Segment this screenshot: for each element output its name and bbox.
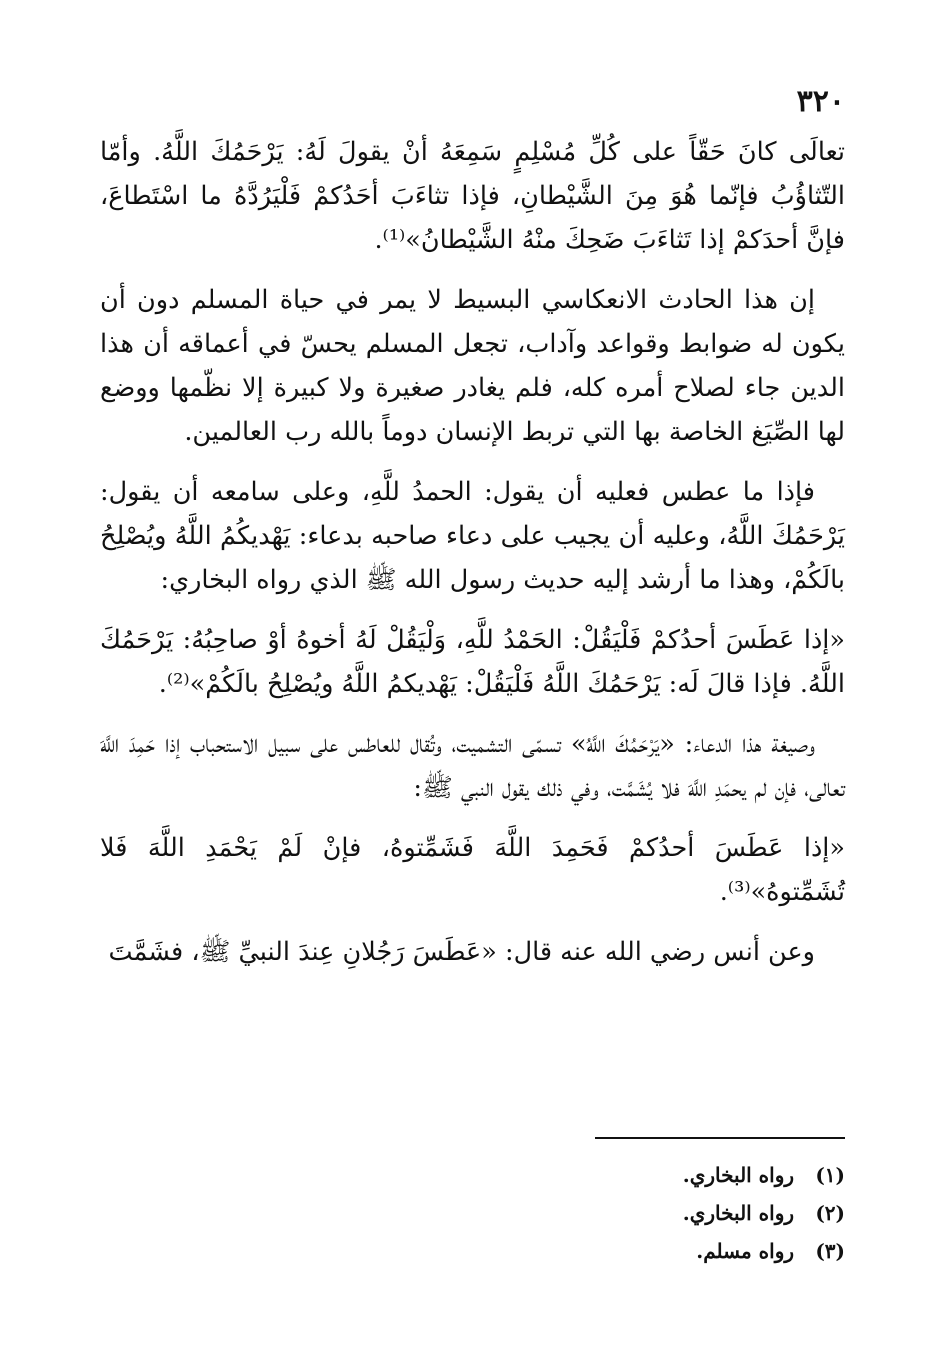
paragraph-tashmeet: وصيغة هذا الدعاء: «يَرْحَمُكَ اللَّهُ» تسمّى التشميت، وتُقال للعاطس على سبيل الاستحباب إذا حَمِدَ اللَّهَ تعالى، فإن لم يحمَدِ اللَّهَ فلا يُشَمَّت، وفي ذلك يقول النبي ﷺ:: [100, 729, 845, 803]
book-page: [100, 0, 845, 1371]
hadith-quote-1: «إذا عَطَسَ أحدُكمْ فَلْيَقُلْ: الحَمْدُ للَّهِ، وَلْيَقُلْ لَهُ أخوهُ أوْ صاحِبُهُ: يَرْحَمُكَ اللَّهُ. فإذا قالَ لَه: يَرْحَمُكَ اللَّهُ فَلْيَقُلْ: يَهْديكمُ اللَّهُ ويُصْلِحُ بالَكُمْ»⁽²⁾.: [100, 625, 845, 699]
footnote-text: رواه مسلم.: [696, 1239, 795, 1263]
footnote-divider: [595, 1137, 845, 1139]
footnote-text: رواه البخاري.: [682, 1163, 795, 1187]
paragraph-sneeze-response: فإذا ما عطس فعليه أن يقول: الحمدُ للَّهِ، وعلى سامعه أن يقول: يَرْحَمُكَ اللَّهُ، وعليه أن يجيب على دعاء صاحبه بدعاء: يَهْديكُمُ اللَّهُ ويُصْلِحُ بالَكُمْ، وهذا ما أرشد إليه حديث رسول الله ﷺ الذي رواه البخاري:: [100, 477, 845, 595]
footnote-number: (١): [815, 1163, 845, 1187]
footnote-number: (٣): [815, 1239, 845, 1263]
paragraph-reflex-etiquette: إن هذا الحادث الانعكاسي البسيط لا يمر في حياة المسلم دون أن يكون له ضوابط وقواعد وآداب، تجعل المسلم يحسّ في أعماقه أن هذا الدين جاء لصلاح أمره كله، فلم يغادر صغيرة ولا كبيرة إلا نظّمها ووضع لها الصِّيَغ الخاصة بها التي تربط الإنسان دوماً بالله رب العالمين.: [100, 285, 845, 447]
paragraph-continuation: تعالَى كانَ حَقّاً على كُلِّ مُسْلِمٍ سَمِعَهُ أنْ يقولَ لَهُ: يَرْحَمُكَ اللَّهُ. وأمّا التّثاؤُبُ فإنّما هُوَ مِنَ الشَّيْطانِ، فإذا تثاءَبَ أحَدُكمْ فَلْيَرُدَّهُ ما اسْتَطاعَ، فإنَّ أحدَكمْ إذا تَثاءَبَ ضَحِكَ منْهُ الشَّيْطانُ»⁽¹⁾.: [100, 137, 845, 255]
footnote-2: [345, 1194, 845, 1232]
footnote-3: [345, 1232, 845, 1270]
footnote-1: [345, 1156, 845, 1194]
page-number: ٣٢٠: [796, 84, 845, 119]
footnotes: [345, 1156, 845, 1270]
paragraph-anas-narration: وعن أنس رضي الله عنه قال: «عَطَسَ رَجُلانِ عِندَ النبيِّ ﷺ، فشَمَّتَ: [108, 937, 815, 967]
footnote-number: (٢): [815, 1201, 845, 1225]
body-text: [100, 130, 845, 990]
footnote-text: رواه البخاري.: [682, 1201, 795, 1225]
hadith-quote-2: «إذا عَطَسَ أحدُكمْ فَحَمِدَ اللَّهَ فَشَمِّتوهُ، فإنْ لَمْ يَحْمَدِ اللَّهَ فَلا تُشَمِّتوهُ»⁽³⁾.: [100, 833, 845, 907]
